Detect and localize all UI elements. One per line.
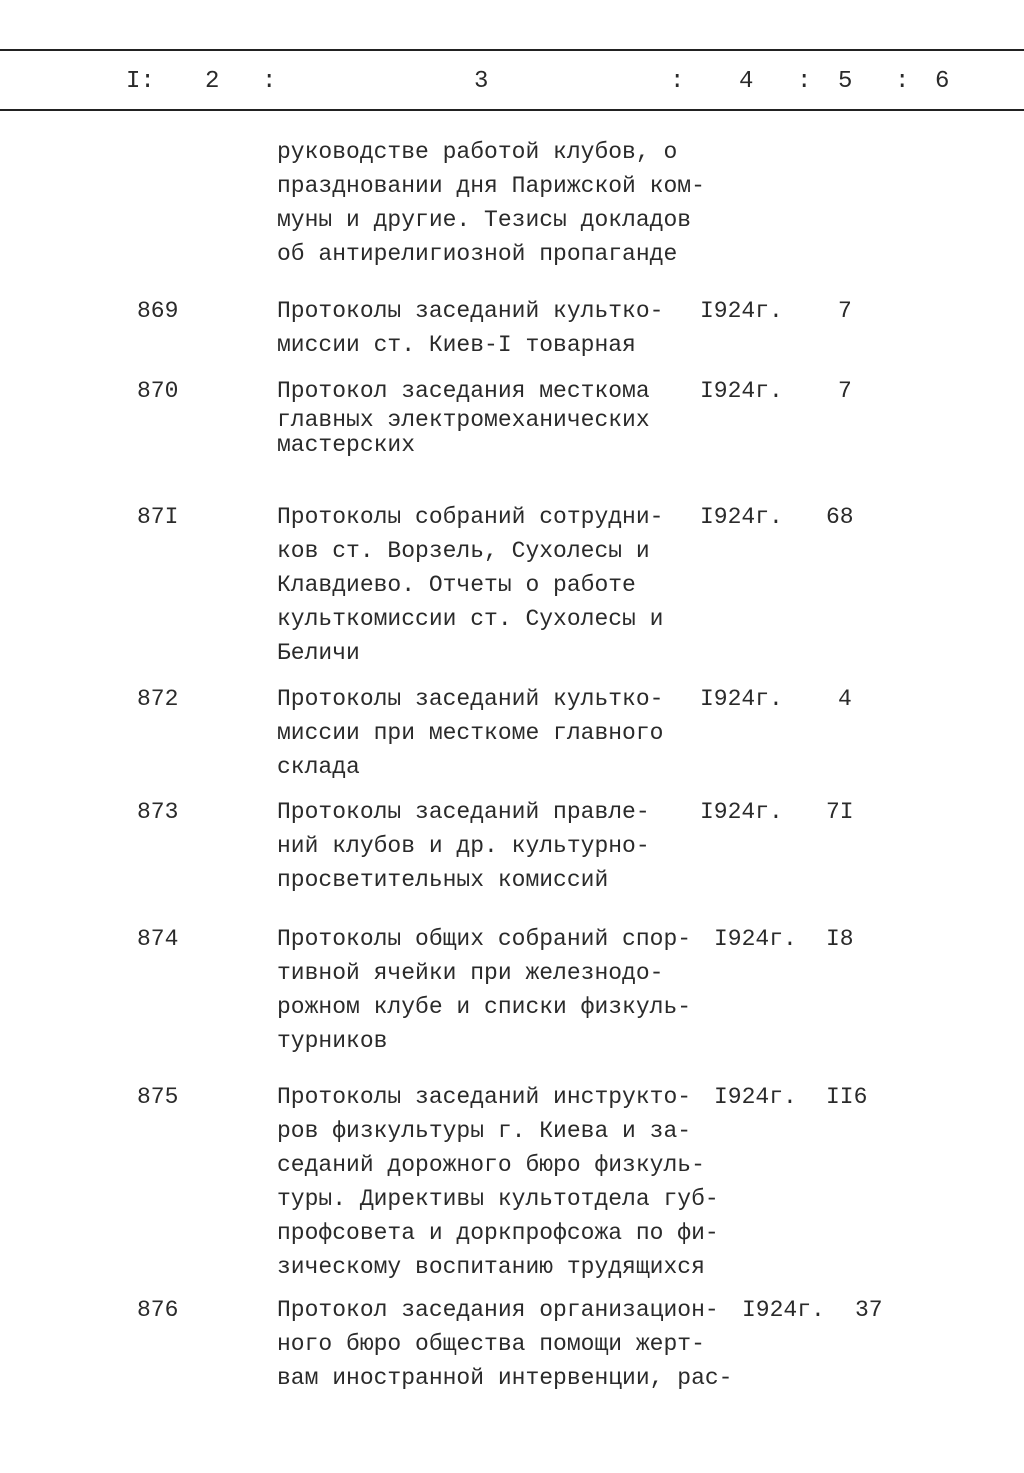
text-line: ний клубов и др. культурно- [277, 833, 650, 859]
entry-number: 869 [137, 298, 179, 324]
text-line: туры. Директивы культотдела губ- [277, 1186, 719, 1212]
text-line: Протоколы заседаний инструкто- [277, 1084, 692, 1110]
entry-description [277, 374, 650, 458]
col-6-header: 6 [935, 68, 950, 95]
text-line: тивной ячейки при железнодо- [277, 960, 664, 986]
entry-number: 870 [137, 378, 179, 404]
text-line: Клавдиево. Отчеты о работе [277, 572, 636, 598]
text-line: муны и другие. Тезисы докладов [277, 207, 692, 233]
entry-description [277, 1080, 719, 1284]
entry-sheet-count: 4 [838, 686, 852, 712]
col-1-header: I: [126, 68, 155, 95]
text-line: миссии при месткоме главного [277, 720, 664, 746]
text-line: профсовета и доркпрофсожа по фи- [277, 1220, 719, 1246]
text-line: мастерских [277, 432, 416, 458]
text-line: руководстве работой клубов, о [277, 139, 678, 165]
text-line: ного бюро общества помощи жерт- [277, 1331, 705, 1357]
text-line: Протокол заседания месткома [277, 378, 650, 404]
entry-year: I924г. [700, 799, 783, 825]
entry-sheet-count: 37 [855, 1297, 883, 1323]
entry-description [277, 682, 663, 784]
separator: : [895, 68, 910, 95]
entry-number: 875 [137, 1084, 179, 1110]
col-3-header: 3 [474, 68, 489, 95]
entry-year: I924г. [714, 926, 797, 952]
text-line: просветительных комиссий [277, 867, 609, 893]
entry-number: 873 [137, 799, 179, 825]
entry-year: I924г. [700, 298, 783, 324]
text-line: Протокол заседания организацион- [277, 1297, 719, 1323]
entry-year: I924г. [700, 378, 783, 404]
separator: : [670, 68, 685, 95]
entry-sheet-count: 7 [838, 378, 852, 404]
text-line: вам иностранной интервенции, рас- [277, 1365, 733, 1391]
text-line: Протоколы заседаний правле- [277, 799, 650, 825]
entry-description [277, 294, 663, 362]
text-line: рожном клубе и списки физкуль- [277, 994, 692, 1020]
text-line: главных электромеханических [277, 407, 650, 433]
text-line: об антирелигиозной пропаганде [277, 241, 678, 267]
separator: : [797, 68, 812, 95]
header-top-rule [0, 49, 1024, 51]
text-line: ров физкультуры г. Киева и за- [277, 1118, 692, 1144]
separator: : [262, 68, 277, 95]
text-line: ков ст. Ворзель, Сухолесы и [277, 538, 650, 564]
text-line: культкомиссии ст. Сухолесы и [277, 606, 664, 632]
text-line: Протоколы заседаний культко- [277, 298, 664, 324]
entry-sheet-count: 7 [838, 298, 852, 324]
col-2-header: 2 [205, 68, 220, 95]
text-line: турников [277, 1028, 388, 1054]
entry-description [277, 795, 650, 897]
entry-sheet-count: 68 [826, 504, 854, 530]
col-4-header: 4 [739, 68, 754, 95]
text-line: седаний дорожного бюро физкуль- [277, 1152, 705, 1178]
entry-description [277, 1293, 732, 1395]
text-line: зическому воспитанию трудящихся [277, 1254, 705, 1280]
text-line: миссии ст. Киев-I товарная [277, 332, 636, 358]
text-line: Протоколы общих собраний спор- [277, 926, 692, 952]
header-bottom-rule [0, 109, 1024, 111]
entry-year: I924г. [742, 1297, 825, 1323]
entry-year: I924г. [700, 504, 783, 530]
entry-number: 874 [137, 926, 179, 952]
entry-number: 87I [137, 504, 179, 530]
entry-description [277, 500, 663, 670]
entry-year: I924г. [700, 686, 783, 712]
entry-number: 872 [137, 686, 179, 712]
text-line: Беличи [277, 640, 360, 666]
text-line: праздновании дня Парижской ком- [277, 173, 705, 199]
entry-description [277, 922, 691, 1058]
text-line: Протоколы заседаний культко- [277, 686, 664, 712]
entry-sheet-count: I8 [826, 926, 854, 952]
entry-sheet-count: II6 [826, 1084, 868, 1110]
entry-number: 876 [137, 1297, 179, 1323]
text-line: склада [277, 754, 360, 780]
col-5-header: 5 [838, 68, 853, 95]
entry-sheet-count: 7I [826, 799, 854, 825]
continuation-text [277, 135, 705, 271]
entry-year: I924г. [714, 1084, 797, 1110]
text-line: Протоколы собраний сотрудни- [277, 504, 664, 530]
